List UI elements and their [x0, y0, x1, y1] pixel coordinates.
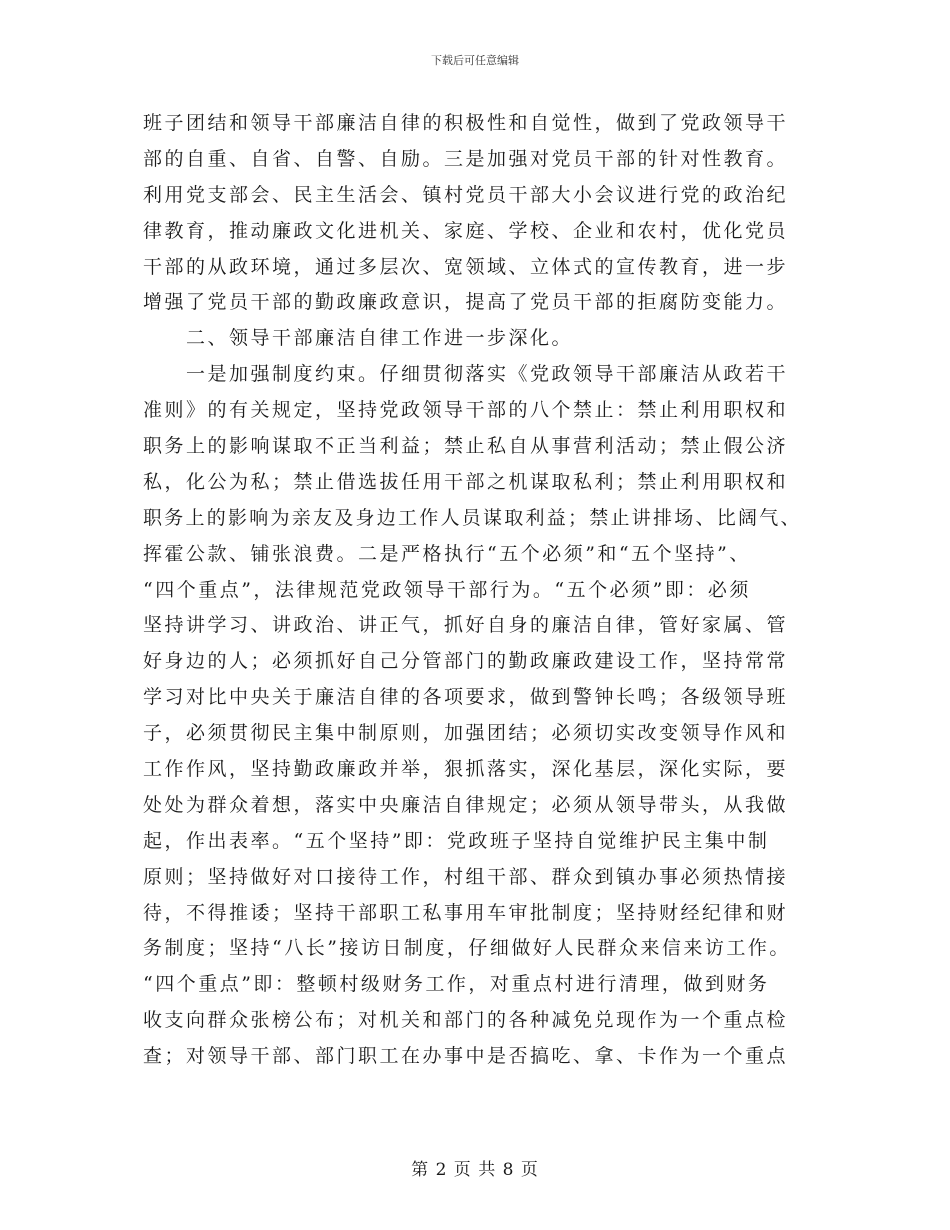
text-line: 起，作出表率。“五个坚持”即：党政班子坚持自觉维护民主集中制 — [143, 829, 770, 852]
text-line: 处处为群众着想，落实中央廉洁自律规定；必须从领导带头，从我做 — [143, 793, 789, 816]
text-line: “四个重点”即：整顿村级财务工作，对重点村进行清理，做到财务 — [143, 973, 770, 996]
text-line: 利用党支部会、民主生活会、镇村党员干部大小会议进行党的政治纪 — [143, 183, 789, 206]
text-line: 挥霍公款、铺张浪费。二是严格执行“五个必须”和“五个坚持”、 — [143, 542, 751, 565]
text-line: 私，化公为私；禁止借选拔任用干部之机谋取私利；禁止利用职权和 — [143, 470, 789, 493]
text-line: 干部的从政环境，通过多层次、宽领域、立体式的宣传教育，进一步 — [143, 255, 789, 278]
text-line: “四个重点”，法律规范党政领导干部行为。“五个必须”即：必须 — [143, 578, 751, 601]
text-line: 律教育，推动廉政文化进机关、家庭、学校、企业和农村，优化党员 — [143, 219, 789, 242]
text-line: 原则；坚持做好对口接待工作，村组干部、群众到镇办事必须热情接 — [143, 865, 789, 888]
text-line: 职务上的影响为亲友及身边工作人员谋取利益；禁止讲排场、比阔气、 — [143, 506, 802, 529]
text-line: 收支向群众张榜公布；对机关和部门的各种减免兑现作为一个重点检 — [143, 1009, 789, 1032]
text-line: 待，不得推诿；坚持干部职工私事用车审批制度；坚持财经纪律和财 — [143, 901, 789, 924]
text-line: 子，必须贯彻民主集中制原则，加强团结；必须切实改变领导作风和 — [143, 722, 789, 745]
section-heading: 二、领导干部廉洁自律工作进一步深化。 — [143, 327, 574, 350]
page-number-footer: 第 2 页 共 8 页 — [411, 1160, 539, 1180]
text-line: 坚持讲学习、讲政治、讲正气，抓好自身的廉洁自律，管好家属、管 — [143, 614, 789, 637]
text-line: 查；对领导干部、部门职工在办事中是否搞吃、拿、卡作为一个重点 — [143, 1045, 789, 1068]
text-line: 一是加强制度约束。仔细贯彻落实《党政领导干部廉洁从政若干 — [143, 363, 789, 386]
text-line: 学习对比中央关于廉洁自律的各项要求，做到警钟长鸣；各级领导班 — [143, 686, 789, 709]
document-body — [143, 106, 807, 1075]
text-line: 务制度；坚持“八长”接访日制度，仔细做好人民群众来信来访工作。 — [143, 937, 791, 960]
text-line: 部的自重、自省、自警、自励。三是加强对党员干部的针对性教育。 — [143, 147, 789, 170]
text-line: 班子团结和领导干部廉洁自律的积极性和自觉性，做到了党政领导干 — [143, 112, 789, 134]
text-line: 增强了党员干部的勤政廉政意识，提高了党员干部的拒腐防变能力。 — [143, 291, 789, 314]
text-line: 职务上的影响谋取不正当利益；禁止私自从事营利活动；禁止假公济 — [143, 435, 789, 458]
page-header: 下载后可任意编辑 — [431, 54, 519, 67]
text-line: 准则》的有关规定，坚持党政领导干部的八个禁止：禁止利用职权和 — [143, 399, 789, 422]
text-line: 工作作风，坚持勤政廉政并举，狠抓落实，深化基层，深化实际，要 — [143, 758, 789, 781]
text-line: 好身边的人；必须抓好自己分管部门的勤政廉政建设工作，坚持常常 — [143, 650, 789, 673]
